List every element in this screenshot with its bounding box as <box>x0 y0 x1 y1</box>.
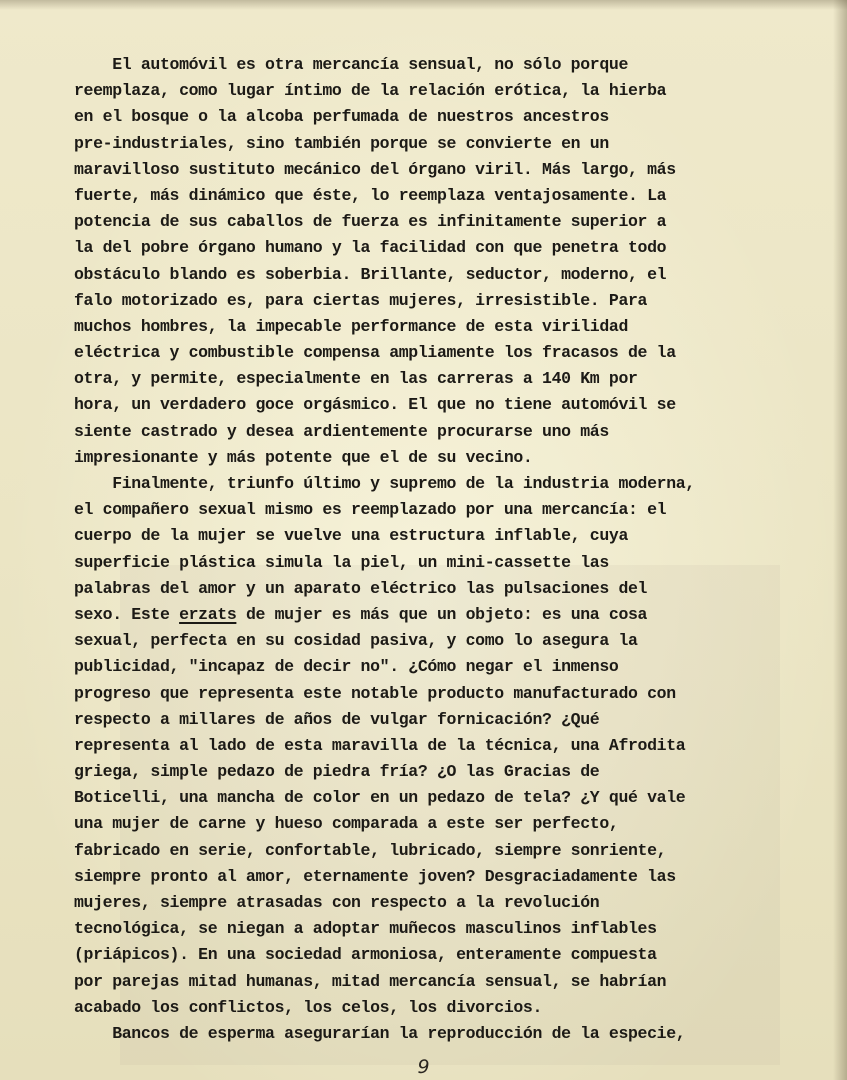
text-line: falo motorizado es, para ciertas mujeres, irresistible. Para <box>74 290 648 310</box>
text-line: una mujer de carne y hueso comparada a este ser perfecto, <box>74 814 619 834</box>
text-line: eléctrica y combustible compensa ampliamente los fracasos de la <box>74 343 676 363</box>
text-line: respecto a millares de años de vulgar fornicación? ¿Qué <box>74 709 600 729</box>
line-segment: sexo. Este <box>74 604 180 624</box>
text-line: Boticelli, una mancha de color en un pedazo de tela? ¿Y qué vale <box>74 788 686 808</box>
text-line: fuerte, más dinámico que éste, lo reemplaza ventajosamente. La <box>74 185 667 205</box>
text-line: tecnológica, se niegan a adoptar muñecos masculinos inflables <box>74 919 657 939</box>
text-line: cuerpo de la mujer se vuelve una estructura inflable, cuya <box>74 526 628 546</box>
body-text <box>74 52 794 1047</box>
text-line: representa al lado de esta maravilla de la técnica, una Afrodita <box>74 735 686 755</box>
page-number: 9 <box>417 1056 430 1078</box>
page-top-shadow <box>0 0 847 10</box>
text-line-with-underline <box>74 602 794 628</box>
text-line: siente castrado y desea ardientemente procurarse uno más <box>74 421 609 441</box>
text-line: muchos hombres, la impecable performance de esta virilidad <box>74 316 628 336</box>
text-line: progreso que representa este notable producto manufacturado con <box>74 683 676 703</box>
text-line: fabricado en serie, confortable, lubricado, siempre sonriente, <box>74 840 667 860</box>
text-line: hora, un verdadero goce orgásmico. El que no tiene automóvil se <box>74 395 676 415</box>
underlined-word: erzats <box>179 604 237 624</box>
text-line: griega, simple pedazo de piedra fría? ¿O las Gracias de <box>74 762 600 782</box>
text-line: potencia de sus caballos de fuerza es infinitamente superior a <box>74 212 667 232</box>
text-line: superficie plástica simula la piel, un mini-cassette las <box>74 552 609 572</box>
text-line: sexual, perfecta en su cosidad pasiva, y como lo asegura la <box>74 631 638 651</box>
text-line: la del pobre órgano humano y la facilidad con que penetra todo <box>74 238 667 258</box>
text-line: (priápicos). En una sociedad armoniosa, enteramente compuesta <box>74 945 657 965</box>
text-line: El automóvil es otra mercancía sensual, no sólo porque <box>74 55 628 74</box>
page-edge-shadow <box>833 0 847 1080</box>
text-line: Bancos de esperma asegurarían la reproducción de la especie, <box>74 1023 686 1043</box>
text-line: acabado los conflictos, los celos, los divorcios. <box>74 997 543 1017</box>
text-line: palabras del amor y un aparato eléctrico las pulsaciones del <box>74 578 648 598</box>
text-line: en el bosque o la alcoba perfumada de nuestros ancestros <box>74 107 609 127</box>
text-line: siempre pronto al amor, eternamente joven? Desgraciadamente las <box>74 866 676 886</box>
text-line: otra, y permite, especialmente en las carreras a 140 Km por <box>74 369 638 389</box>
text-line: impresionante y más potente que el de su vecino. <box>74 447 533 467</box>
text-line: mujeres, siempre atrasadas con respecto a la revolución <box>74 893 600 912</box>
text-line: reemplaza, como lugar íntimo de la relación erótica, la hierba <box>74 81 667 101</box>
text-line: pre-industriales, sino también porque se convierte en un <box>74 133 609 153</box>
text-line: Finalmente, triunfo último y supremo de la industria moderna, <box>74 474 695 493</box>
text-line: maravilloso sustituto mecánico del órgano viril. Más largo, más <box>74 159 676 179</box>
text-line: el compañero sexual mismo es reemplazado por una mercancía: el <box>74 500 667 520</box>
text-line: publicidad, "incapaz de decir no". ¿Cómo negar el inmenso <box>74 657 619 677</box>
line-segment: de mujer es más que un objeto: es una cosa <box>236 604 648 624</box>
text-line: obstáculo blando es soberbia. Brillante, seductor, moderno, el <box>74 264 667 284</box>
text-line: por parejas mitad humanas, mitad mercancía sensual, se habrían <box>74 971 667 991</box>
